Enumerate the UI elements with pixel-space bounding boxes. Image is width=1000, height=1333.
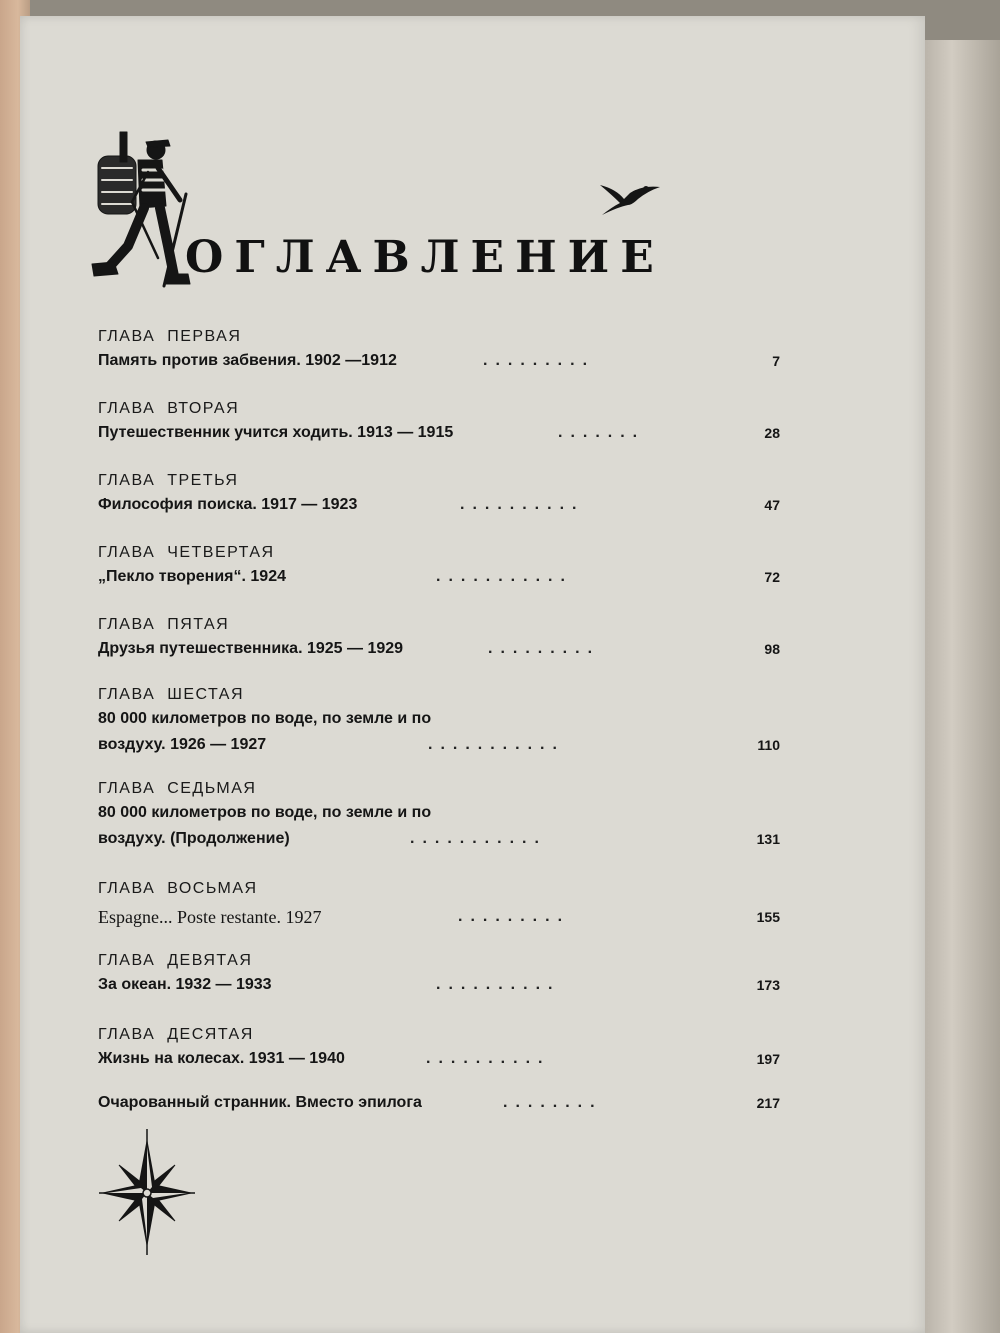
chapter-title: Espagne... Poste restante. 1927 <box>98 907 322 927</box>
dot-leader: ........ <box>503 1094 603 1111</box>
toc-entry[interactable] <box>98 348 788 374</box>
toc-chapter-3 <box>98 470 788 518</box>
toc-chapter-10 <box>98 1024 788 1072</box>
toc-chapter-2 <box>98 398 788 446</box>
dot-leader: ......... <box>483 352 596 369</box>
page-number: 7 <box>772 353 780 369</box>
chapter-title: Путешественник учится ходить. 1913 — 1915 <box>98 424 454 441</box>
chapter-title: „Пекло творения“. 1924 <box>98 568 286 585</box>
page-number: 197 <box>756 1051 780 1067</box>
toc-epilogue <box>98 1090 788 1116</box>
chapter-title: За океан. 1932 — 1933 <box>98 976 272 993</box>
epilogue-title: Очарованный странник. Вместо эпилога <box>98 1094 422 1111</box>
chapter-label: ГЛАВА ШЕСТАЯ <box>98 686 245 703</box>
chapter-title-line1: 80 000 километров по воде, по земле и по <box>98 804 432 821</box>
dot-leader: ......... <box>458 908 571 925</box>
dot-leader: ......... <box>488 640 601 657</box>
chapter-label: ГЛАВА ПЕРВАЯ <box>98 328 242 345</box>
page-number: 131 <box>756 831 780 847</box>
chapter-label: ГЛАВА ЧЕТВЕРТАЯ <box>98 544 275 561</box>
hiker-illustration-icon <box>88 128 198 288</box>
toc-chapter-1 <box>98 326 788 374</box>
page-number: 155 <box>756 909 780 925</box>
page-number: 98 <box>764 641 780 657</box>
toc-entry[interactable] <box>98 564 788 590</box>
toc-entry[interactable] <box>98 972 788 998</box>
compass-rose-icon <box>97 1127 197 1257</box>
toc-entry[interactable] <box>98 826 788 852</box>
chapter-label: ГЛАВА ДЕСЯТАЯ <box>98 1026 254 1043</box>
toc-entry[interactable] <box>98 636 788 662</box>
dot-leader: .......... <box>436 976 561 993</box>
page-number: 47 <box>764 497 780 513</box>
toc-entry[interactable] <box>98 492 788 518</box>
chapter-title: Друзья путешественника. 1925 — 1929 <box>98 640 404 657</box>
dot-leader: .......... <box>426 1050 551 1067</box>
chapter-title: Философия поиска. 1917 — 1923 <box>98 496 358 513</box>
chapter-label: ГЛАВА ВТОРАЯ <box>98 400 240 417</box>
dot-leader: .......... <box>460 496 585 513</box>
page-number: 28 <box>764 425 780 441</box>
chapter-title: Жизнь на колесах. 1931 — 1940 <box>98 1050 345 1067</box>
toc-entry[interactable] <box>98 420 788 446</box>
toc-chapter-9 <box>98 950 788 998</box>
swallow-bird-icon <box>598 175 663 220</box>
page-number: 110 <box>757 737 780 753</box>
toc-chapter-8 <box>98 878 788 930</box>
toc-entry[interactable] <box>98 904 788 930</box>
book-pages-edge-right <box>920 40 1000 1333</box>
dot-leader: ........... <box>428 736 565 753</box>
toc-entry[interactable] <box>98 732 788 758</box>
dot-leader: ........... <box>410 830 547 847</box>
page-number: 217 <box>756 1095 780 1111</box>
chapter-label: ГЛАВА СЕДЬМАЯ <box>98 780 257 797</box>
chapter-label: ГЛАВА ВОСЬМАЯ <box>98 880 258 897</box>
page-title: ОГЛАВЛЕНИЕ <box>185 232 665 283</box>
toc-entry[interactable] <box>98 1046 788 1072</box>
toc-entry[interactable] <box>98 1090 788 1116</box>
chapter-label: ГЛАВА ДЕВЯТАЯ <box>98 952 253 969</box>
toc-chapter-7 <box>98 778 788 852</box>
chapter-label: ГЛАВА ПЯТАЯ <box>98 616 230 633</box>
dot-leader: ....... <box>558 424 646 441</box>
toc-chapter-4 <box>98 542 788 590</box>
chapter-label: ГЛАВА ТРЕТЬЯ <box>98 472 239 489</box>
page-number: 173 <box>756 977 780 993</box>
toc-chapter-6 <box>98 684 788 758</box>
chapter-title: Память против забвения. 1902 —1912 <box>98 352 397 369</box>
page-number: 72 <box>764 569 780 585</box>
dot-leader: ........... <box>436 568 573 585</box>
chapter-title: воздуху. (Продолжение) <box>98 830 290 847</box>
chapter-title: воздуху. 1926 — 1927 <box>98 736 267 753</box>
chapter-title-line1: 80 000 километров по воде, по земле и по <box>98 710 432 727</box>
toc-chapter-5 <box>98 614 788 662</box>
